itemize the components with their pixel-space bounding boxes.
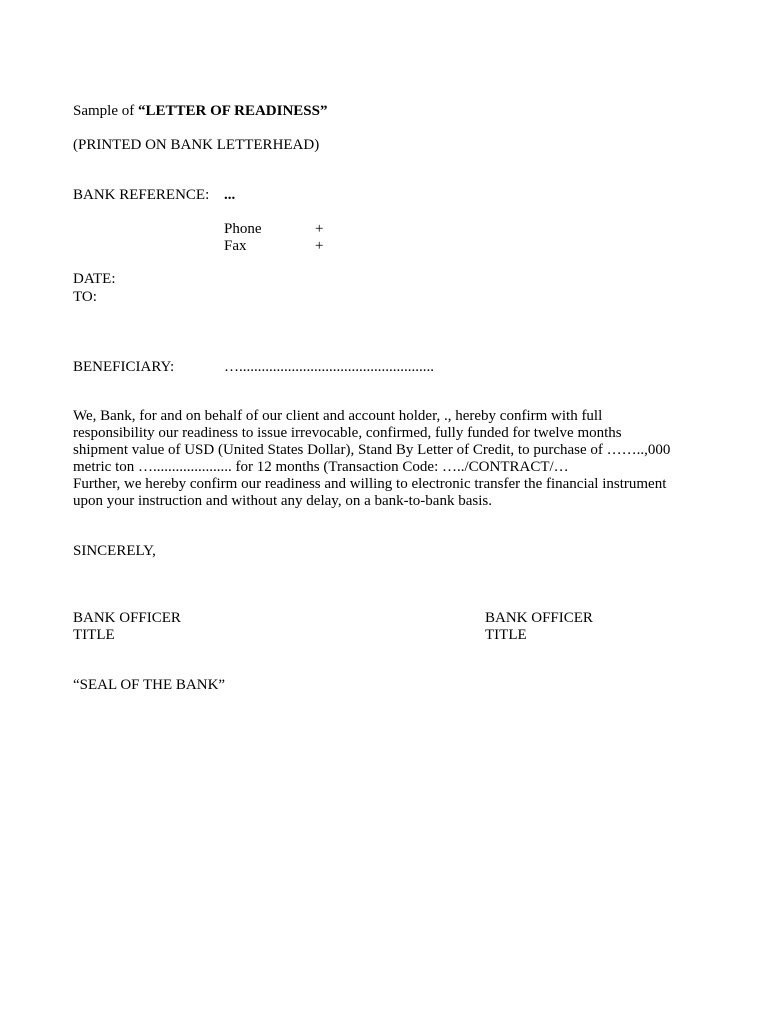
fax-label: Fax xyxy=(224,238,247,254)
body-line: upon your instruction and without any delay, on a bank-to-bank basis. xyxy=(73,493,492,509)
fax-value: + xyxy=(315,238,324,254)
phone-value: + xyxy=(315,221,324,237)
body-paragraph xyxy=(73,408,713,510)
letterhead-note: (PRINTED ON BANK LETTERHEAD) xyxy=(73,137,320,153)
signatory-left-name: BANK OFFICER xyxy=(73,610,181,626)
body-line: We, Bank, for and on behalf of our client and account holder, ., hereby confirm with full xyxy=(73,408,603,424)
heading-title: “LETTER OF READINESS” xyxy=(138,103,328,119)
signatory-left-title: TITLE xyxy=(73,627,115,643)
document-heading xyxy=(73,103,328,120)
closing: SINCERELY, xyxy=(73,543,156,559)
body-line: Further, we hereby confirm our readiness and willing to electronic transfer the financial instrument xyxy=(73,476,667,492)
phone-label: Phone xyxy=(224,221,262,237)
date-label: DATE: xyxy=(73,271,116,287)
bank-reference-value: ... xyxy=(224,187,236,203)
beneficiary-value: ….................................................... xyxy=(224,359,434,375)
heading-prefix: Sample of xyxy=(73,103,138,119)
bank-seal: “SEAL OF THE BANK” xyxy=(73,677,226,693)
body-line: metric ton …..................... for 12 months (Transaction Code: …../CONTRACT/… xyxy=(73,459,569,475)
signatory-right-name: BANK OFFICER xyxy=(485,610,593,626)
signatory-right-title: TITLE xyxy=(485,627,527,643)
to-label: TO: xyxy=(73,289,97,305)
beneficiary-label: BENEFICIARY: xyxy=(73,359,175,375)
body-line: responsibility our readiness to issue irrevocable, confirmed, fully funded for twelve months xyxy=(73,425,622,441)
bank-reference-label: BANK REFERENCE: xyxy=(73,187,210,203)
body-line: shipment value of USD (United States Dollar), Stand By Letter of Credit, to purchase of ……..,000 xyxy=(73,442,671,458)
